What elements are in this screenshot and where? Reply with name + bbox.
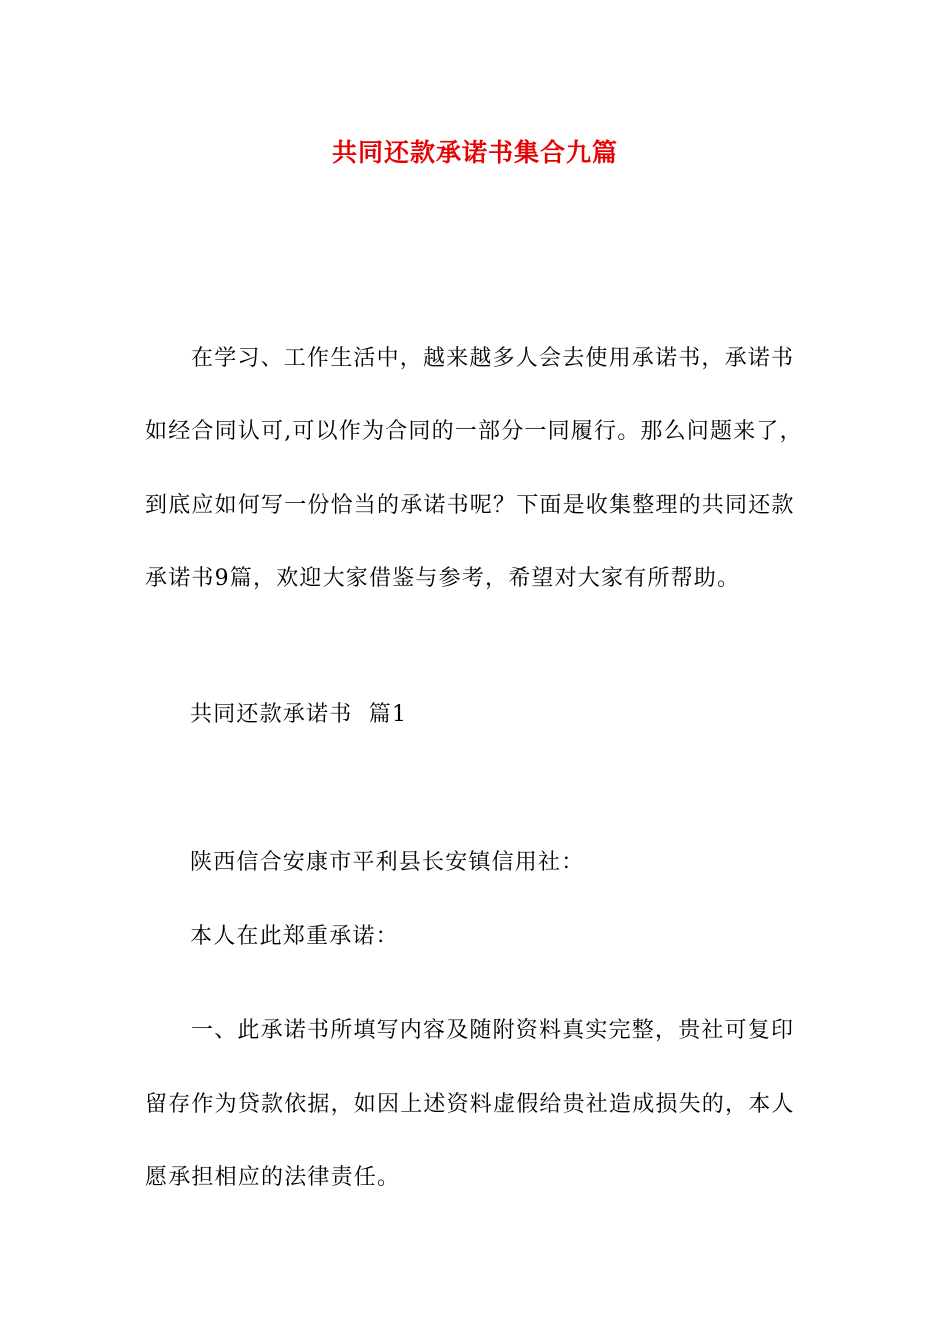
promise-intro-line: 本人在此郑重承诺： <box>190 924 399 949</box>
document-title: 共同还款承诺书集合九篇 <box>331 138 618 167</box>
promise-item-one: 一、此承诺书所填写内容及随附资料真实完整，贵社可复印留存作为贷款依据，如因上述资料虚假给贵社造成损失的，本人愿承担相应的法律责任。 <box>145 1018 795 1190</box>
section-heading: 共同还款承诺书 篇1 <box>190 702 408 727</box>
intro-paragraph: 在学习、工作生活中，越来越多人会去使用承诺书，承诺书如经合同认可,可以作为合同的一部分一同履行。那么问题来了，到底应如何写一份恰当的承诺书呢？下面是收集整理的共同还款承诺书9篇，欢迎大家借鉴与参考，希望对大家有所帮助。 <box>145 346 803 591</box>
addressee-line: 陕西信合安康市平利县长安镇信用社： <box>190 850 585 875</box>
